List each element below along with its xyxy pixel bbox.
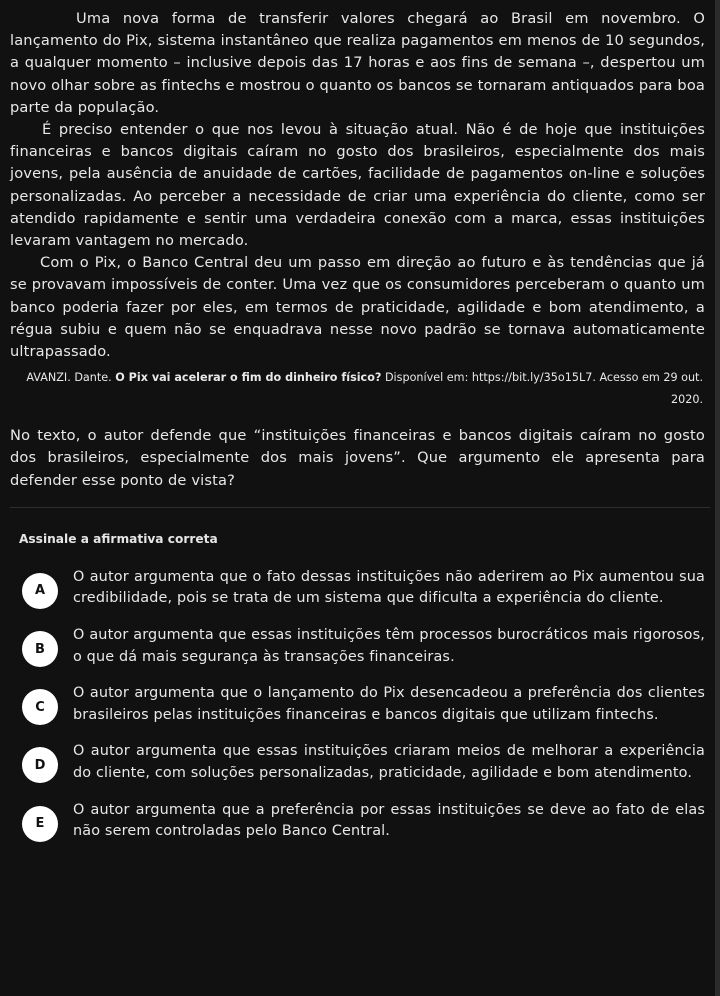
option-letter-b[interactable]: B [22, 631, 58, 667]
option-c[interactable] [0, 682, 715, 726]
option-b[interactable] [0, 624, 715, 668]
option-text-e[interactable]: O autor argumenta que a preferência por essas instituições se deve ao fato de elas não serem controladas pelo Banco Central. [73, 801, 705, 840]
option-letter-a[interactable]: A [22, 573, 58, 609]
answer-options [0, 566, 715, 843]
option-text-c[interactable]: O autor argumenta que o lançamento do Pix desencadeou a preferência dos clientes brasileiros pelas instituições financeiras e bancos digitais que utilizam fintechs. [73, 685, 705, 723]
reading-passage [0, 0, 715, 363]
passage-paragraph-2: É preciso entender o que nos levou à situação atual. Não é de hoje que instituições financeiras e bancos digitais caíram no gosto dos brasileiros, especialmente dos mais jovens, pela ausência de anuidade de cartões, facilidade de pagamentos on-line e soluções personalizadas. Ao perceber a necessidade de criar uma experiência do cliente, como ser atendido rapidamente e sentir uma verdadeira conexão com a marca, essas instituições levaram vantagem no mercado. [10, 121, 705, 250]
option-letter-d[interactable]: D [22, 747, 58, 783]
passage-paragraph-1: Uma nova forma de transferir valores chegará ao Brasil em novembro. O lançamento do Pix, sistema instantâneo que realiza pagamentos em menos de 10 segundos, a qualquer momento – inclusive depois das 17 horas e aos fins de semana –, despertou um novo olhar sobre as fintechs e mostrou o quanto os bancos se tornaram antiquados para boa parte da população. [10, 10, 705, 116]
option-text-d[interactable]: O autor argumenta que essas instituições criaram meios de melhorar a experiência do cliente, com soluções personalizadas, praticidade, agilidade e bom atendimento. [73, 743, 705, 782]
passage-paragraph-3: Com o Pix, o Banco Central deu um passo em direção ao futuro e às tendências que já se provavam impossíveis de conter. Uma vez que os consumidores perceberam o quanto um banco poderia fazer por eles, em termos de praticidade, agilidade e bom atendimento, a régua subiu e quem não se enquadrava nesse novo padrão se tornava automaticamente ultrapassado. [10, 254, 705, 361]
citation-source: Disponível em: https://bit.ly/35o15L7. Acesso em 29 out. 2020. [384, 371, 703, 407]
question-prompt: No texto, o autor defende que “instituições financeiras e bancos digitais caíram no gosto dos brasileiros, especialmente dos mais jovens”. Que argumento ele apresenta para defender esse ponto de vista? [10, 427, 705, 489]
option-letter-e[interactable]: E [22, 806, 58, 842]
citation-author: AVANZI. Dante. [26, 371, 112, 385]
option-a[interactable] [0, 566, 715, 610]
option-text-a[interactable]: O autor argumenta que o fato dessas instituições não aderirem ao Pix aumentou sua credibilidade, pois se trata de um sistema que dificulta a experiência do cliente. [73, 568, 705, 607]
scrollbar[interactable] [715, 0, 720, 996]
divider [10, 507, 710, 508]
option-text-b[interactable]: O autor argumenta que essas instituições têm processos burocráticos mais rigorosos, o que dá mais segurança às transações financeiras. [73, 627, 705, 665]
source-citation [0, 363, 715, 411]
instruction-label: Assinale a afirmativa correta [19, 531, 218, 546]
option-letter-c[interactable]: C [22, 689, 58, 725]
citation-title: O Pix vai acelerar o fim do dinheiro físico? [115, 371, 382, 385]
option-e[interactable] [0, 799, 715, 843]
option-d[interactable] [0, 740, 715, 784]
